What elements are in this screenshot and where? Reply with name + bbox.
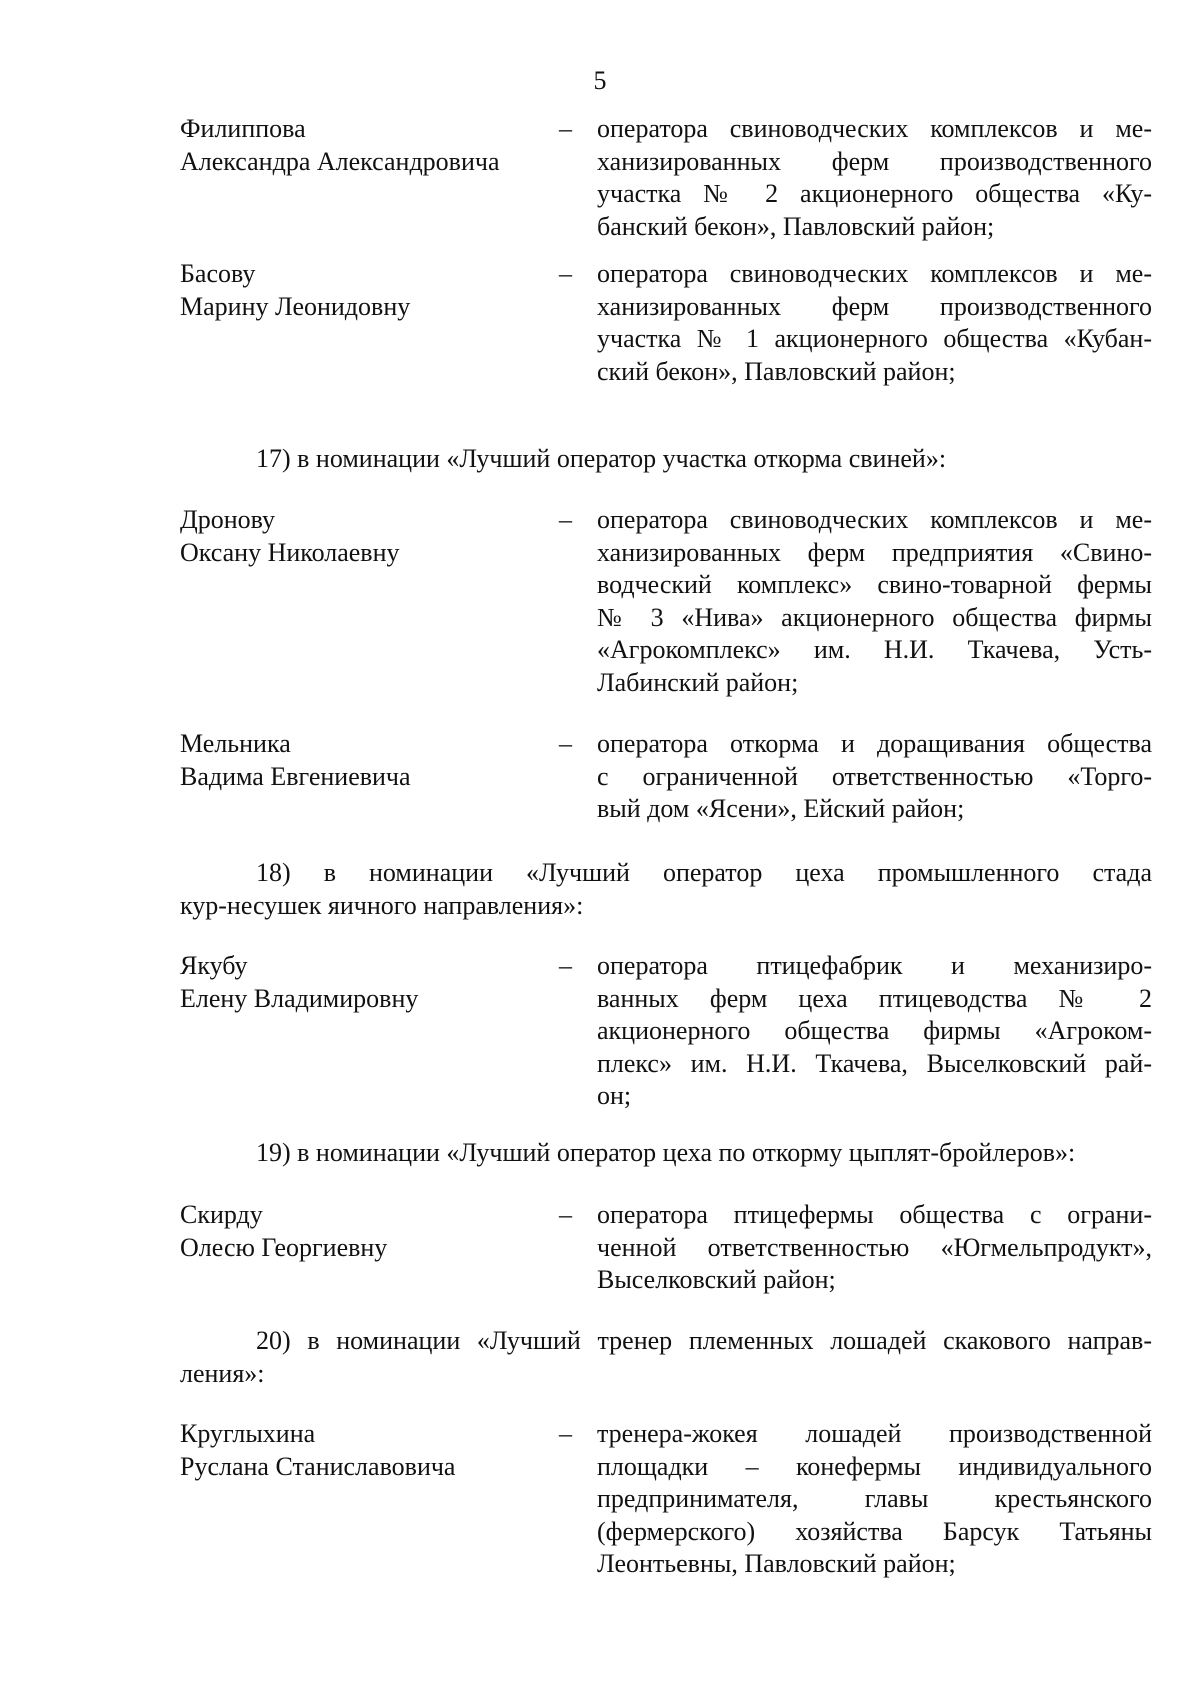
description-line: оператора птицефермы общества с ограни- xyxy=(597,1200,1152,1229)
description-line: ханизированных ферм предприятия «Свино- xyxy=(597,537,1152,567)
dash-separator: – xyxy=(559,1419,572,1448)
description-line: «Агрокомплекс» им. Н.И. Ткачева, Усть- xyxy=(597,635,1152,664)
nomination-line: 18) в номинации «Лучший оператор цеха промышленного стада xyxy=(256,858,1152,887)
name-line: Вадима Евгениевича xyxy=(180,761,411,791)
name-line: Басову xyxy=(180,259,256,288)
name-line: Круглыхина xyxy=(180,1419,316,1448)
description-line: предпринимателя, главы крестьянского xyxy=(597,1484,1152,1513)
description-line: с ограниченной ответственностью «Торго- xyxy=(597,761,1152,791)
recipient-description xyxy=(597,504,1152,699)
description-line: участка № 2 акционерного общества «Ку- xyxy=(597,179,1152,208)
description-line: участка № 1 акционерного общества «Кубан- xyxy=(597,324,1152,353)
name-line: Дронову xyxy=(180,505,276,534)
description-line: ханизированных ферм производственного xyxy=(597,291,1152,321)
description-line: он; xyxy=(597,1081,632,1110)
recipient-name xyxy=(180,950,540,1015)
dash-separator: – xyxy=(559,259,572,288)
recipient-name xyxy=(180,1418,540,1483)
name-line: Елену Владимировну xyxy=(180,983,419,1013)
recipient-name xyxy=(180,504,540,569)
nomination-heading xyxy=(180,1325,1152,1390)
dash-separator: – xyxy=(559,505,572,534)
recipient-name xyxy=(180,1199,540,1264)
nomination-line: 20) в номинации «Лучший тренер племенных лошадей скакового направ- xyxy=(256,1326,1152,1355)
recipient-description xyxy=(597,950,1152,1113)
name-line: Александра Александровича xyxy=(180,146,500,176)
name-line: Скирду xyxy=(180,1200,263,1229)
recipient-description xyxy=(597,1199,1152,1297)
description-line: ханизированных ферм производственного xyxy=(597,146,1152,176)
description-line: оператора свиноводческих комплексов и ме- xyxy=(597,259,1152,288)
name-line: Олесю Георгиевну xyxy=(180,1232,388,1262)
description-line: оператора свиноводческих комплексов и ме- xyxy=(597,505,1152,534)
nomination-heading xyxy=(180,443,1152,476)
recipient-name xyxy=(180,113,540,178)
description-line: тренера-жокея лошадей производственной xyxy=(597,1419,1152,1448)
recipient-name xyxy=(180,728,540,793)
description-line: плекс» им. Н.И. Ткачева, Выселковский рай- xyxy=(597,1048,1152,1078)
nomination-heading xyxy=(180,857,1152,922)
description-line: Лабинский район; xyxy=(597,667,799,697)
nomination-line: 17) в номинации «Лучший оператор участка откорма свиней»: xyxy=(256,444,947,473)
name-line: Якубу xyxy=(180,951,248,980)
recipient-name xyxy=(180,258,540,323)
dash-separator: – xyxy=(559,114,572,143)
description-line: оператора птицефабрик и механизиро- xyxy=(597,951,1152,980)
description-line: Выселковский район; xyxy=(597,1265,836,1294)
name-line: Филиппова xyxy=(180,114,306,143)
nomination-line: 19) в номинации «Лучший оператор цеха по откорму цыплят-бройлеров»: xyxy=(256,1138,1076,1167)
name-line: Мельника xyxy=(180,729,291,758)
description-line: площадки – конефермы индивидуального xyxy=(597,1451,1152,1481)
description-line: банский бекон», Павловский район; xyxy=(597,211,995,241)
nomination-heading xyxy=(180,1137,1152,1170)
dash-separator: – xyxy=(559,729,572,758)
page-number: 5 xyxy=(593,66,607,95)
dash-separator: – xyxy=(559,951,572,980)
description-line: ванных ферм цеха птицеводства № 2 xyxy=(597,983,1152,1013)
recipient-description xyxy=(597,258,1152,388)
recipient-description xyxy=(597,1418,1152,1581)
name-line: Марину Леонидовну xyxy=(180,291,411,321)
nomination-line: ления»: xyxy=(180,1358,265,1388)
description-line: оператора откорма и доращивания общества xyxy=(597,729,1152,758)
name-line: Оксану Николаевну xyxy=(180,537,400,567)
description-line: вый дом «Ясени», Ейский район; xyxy=(597,794,965,823)
name-line: Руслана Станиславовича xyxy=(180,1451,456,1481)
recipient-description xyxy=(597,113,1152,243)
description-line: (фермерского) хозяйства Барсук Татьяны xyxy=(597,1516,1152,1546)
description-line: Леонтьевны, Павловский район; xyxy=(597,1549,956,1578)
description-line: ский бекон», Павловский район; xyxy=(597,356,956,386)
dash-separator: – xyxy=(559,1200,572,1229)
description-line: оператора свиноводческих комплексов и ме- xyxy=(597,114,1152,143)
recipient-description xyxy=(597,728,1152,826)
nomination-line: кур-несушек яичного направления»: xyxy=(180,890,584,920)
description-line: акционерного общества фирмы «Агроком- xyxy=(597,1016,1152,1045)
description-line: ченной ответственностью «Югмельпродукт», xyxy=(597,1232,1152,1262)
description-line: № 3 «Нива» акционерного общества фирмы xyxy=(597,602,1152,632)
description-line: водческий комплекс» свино-товарной фермы xyxy=(597,570,1152,599)
